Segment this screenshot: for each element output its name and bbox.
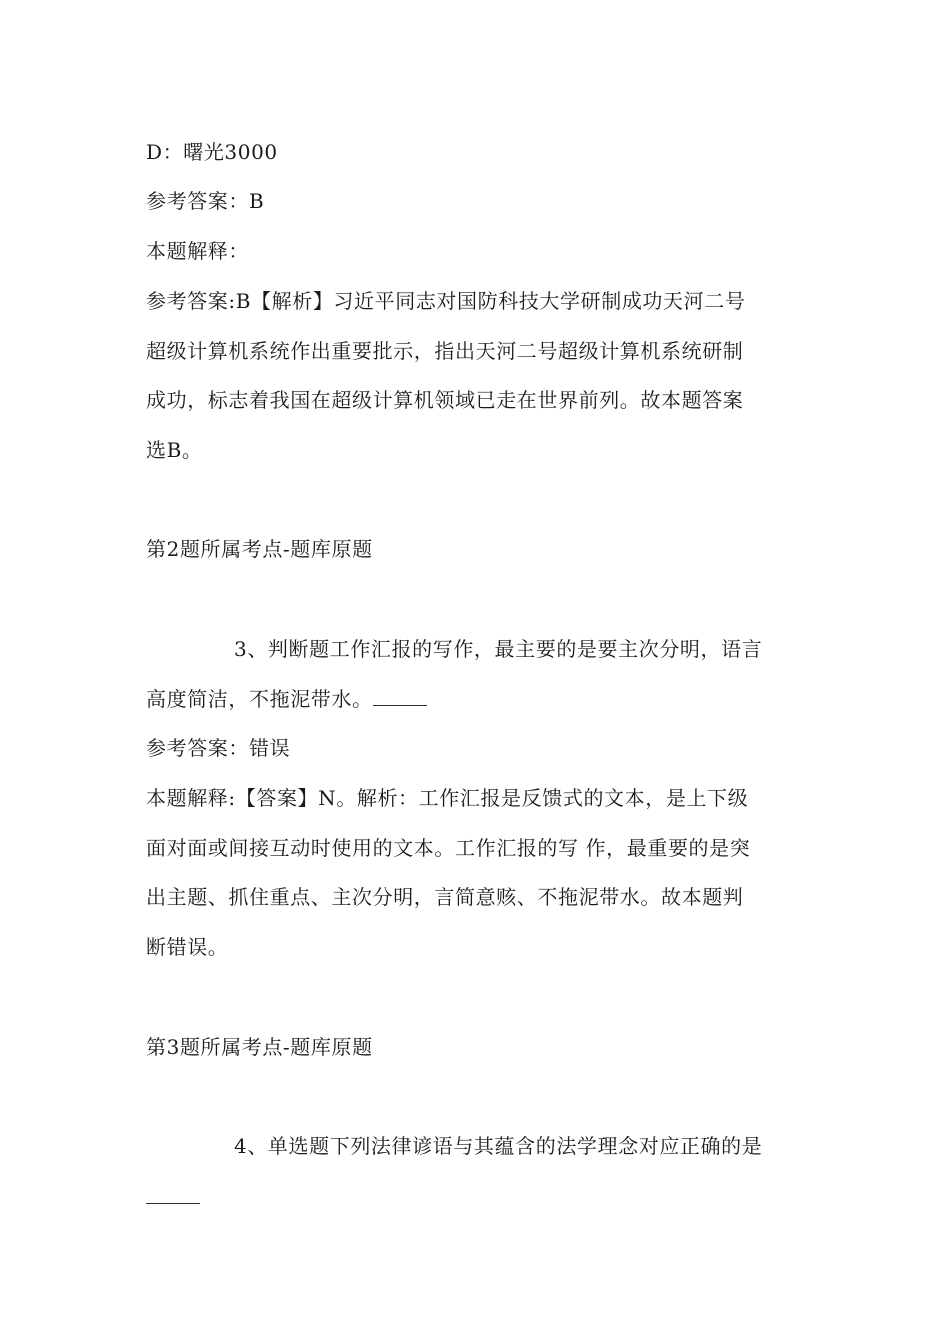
q1-explanation-line: 参考答案:B【解析】习近平同志对国防科技大学研制成功天河二号 <box>146 289 746 313</box>
q3-answer: 参考答案：错误 <box>146 736 291 760</box>
q3-question-line-2 <box>146 687 806 711</box>
q3-explanation-line: 断错误。 <box>146 935 229 959</box>
q1-answer: 参考答案：B <box>146 189 265 213</box>
q3-explanation-line: 本题解释:【答案】N。解析：工作汇报是反馈式的文本，是上下级 <box>146 786 749 810</box>
q1-explanation-line: 超级计算机系统作出重要批示，指出天河二号超级计算机系统研制 <box>146 339 744 363</box>
section-heading-2: 第2题所属考点-题库原题 <box>146 537 373 561</box>
section-heading-3: 第3题所属考点-题库原题 <box>146 1035 373 1059</box>
option-d: D：曙光3000 <box>146 140 278 164</box>
q4-question-line: 4、单选题下列法律谚语与其蕴含的法学理念对应正确的是 <box>234 1134 763 1158</box>
answer-blank <box>373 687 427 706</box>
q1-explanation-label: 本题解释： <box>146 239 249 263</box>
q3-explanation-line: 面对面或间接互动时使用的文本。工作汇报的写 作，最重要的是突 <box>146 836 751 860</box>
q1-explanation-line: 选B。 <box>146 438 203 462</box>
q3-question-line: 3、判断题工作汇报的写作，最主要的是要主次分明，语言 <box>234 637 763 661</box>
q3-explanation-line: 出主题、抓住重点、主次分明，言简意赅、不拖泥带水。故本题判 <box>146 885 744 909</box>
answer-blank <box>146 1203 200 1204</box>
q3-question-text: 高度简洁，不拖泥带水。 <box>146 687 373 711</box>
q1-explanation-line: 成功，标志着我国在超级计算机领域已走在世界前列。故本题答案 <box>146 388 744 412</box>
